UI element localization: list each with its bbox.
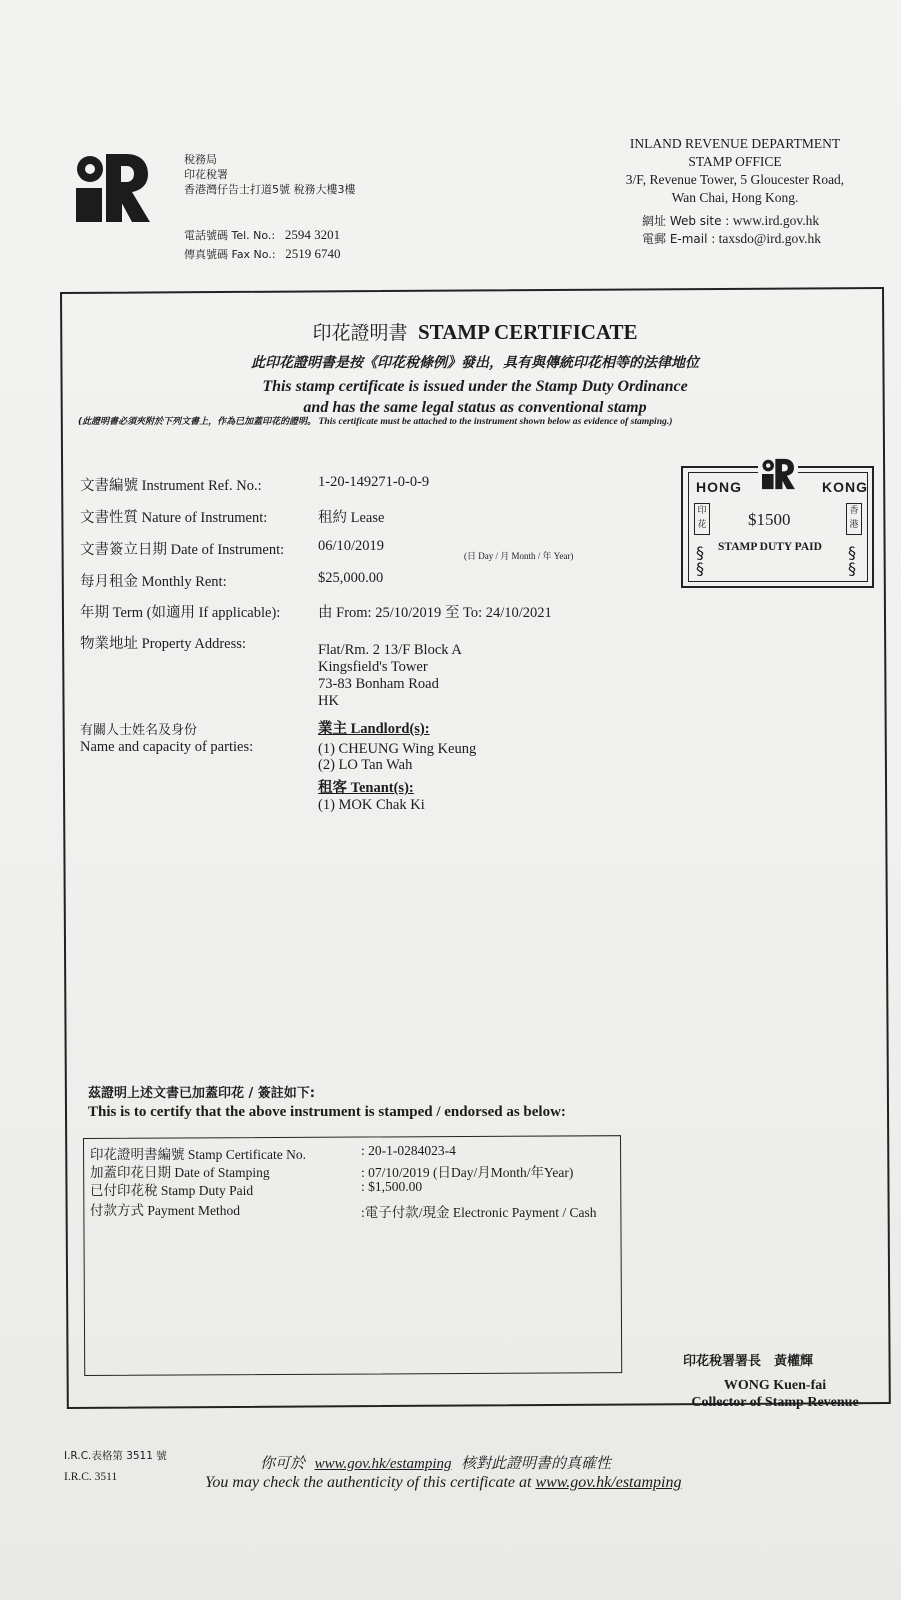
- address-line: 73-83 Bonham Road: [318, 676, 439, 692]
- address-en-line2: Wan Chai, Hong Kong.: [671, 190, 799, 205]
- address-line: HK: [318, 693, 339, 709]
- certificate-title: [60, 318, 890, 345]
- cert-no-label: 印花證明書編號 Stamp Certificate No.: [90, 1147, 306, 1162]
- address-line: Flat/Rm. 2 13/F Block A: [318, 642, 462, 658]
- form-number-zh: I.R.C.表格第 3511 號: [64, 1450, 167, 1462]
- authenticity-note-zh: [260, 1452, 611, 1473]
- address-zh: 香港灣仔告士打道5號 稅務大樓3樓: [184, 183, 356, 196]
- date-label: 文書簽立日期 Date of Instrument:: [80, 542, 285, 558]
- stamp-ornament-right-icon: § §: [848, 543, 856, 578]
- signatory-name: WONG Kuen-fai: [723, 1378, 827, 1393]
- authenticity-note-en: [205, 1474, 682, 1492]
- authenticity-en-pre: You may check the authenticity of this certificate at: [205, 1474, 532, 1491]
- landlord-heading: 業主 Landlord(s):: [318, 721, 430, 737]
- web-label: 網址 Web site :: [642, 214, 730, 228]
- address-label: 物業地址 Property Address:: [80, 636, 246, 652]
- form-number: [64, 1446, 167, 1488]
- title-zh: 印花證明書: [312, 322, 408, 344]
- stamp-date-label: 加蓋印花日期 Date of Stamping: [90, 1165, 270, 1180]
- subtitle-en-line1: This stamp certificate is issued under the Stamp Duty Ordinance: [262, 378, 688, 395]
- signatory-block: [690, 1377, 860, 1411]
- dept-name-zh: 稅務局: [184, 153, 217, 166]
- authenticity-zh-pre: 你可於: [260, 1454, 306, 1472]
- nature-label: 文書性質 Nature of Instrument:: [80, 510, 268, 526]
- parties-label-zh: 有關人士姓名及身份: [80, 723, 198, 738]
- payment-method-value: :電子付款/現金 Electronic Payment / Cash: [361, 1205, 597, 1220]
- parties-label: [80, 723, 253, 755]
- certify-statement-en: This is to certify that the above instrument is stamped / endorsed as below:: [88, 1104, 566, 1120]
- signatory-title-en: Collector of Stamp Revenue: [691, 1395, 859, 1410]
- stamp-chop-right: 香港: [846, 503, 862, 535]
- phone-block: [184, 226, 341, 264]
- title-en: STAMP CERTIFICATE: [417, 320, 638, 344]
- office-name-en: STAMP OFFICE: [688, 154, 782, 169]
- note-en: This certificate must be attached to the instrument shown below as evidence of stamping.): [318, 416, 673, 427]
- office-name-zh: 印花稅署: [184, 168, 228, 181]
- ird-logo: [74, 152, 150, 224]
- note-zh: (此證明書必須夾附於下列文書上，作為已加蓋印花的證明。: [78, 417, 317, 427]
- stamp-hong: HONG: [696, 479, 742, 495]
- estamping-link-en[interactable]: www.gov.hk/estamping: [535, 1474, 682, 1491]
- tel-label: 電話號碼 Tel. No.:: [184, 229, 276, 242]
- fax-number: 2519 6740: [285, 246, 341, 261]
- cert-no-value: : 20-1-0284023-4: [361, 1143, 456, 1158]
- property-address: [318, 642, 462, 710]
- tenant-heading: 租客 Tenant(s):: [318, 780, 414, 796]
- rent-label: 每月租金 Monthly Rent:: [80, 574, 227, 590]
- nature-value: 租約 Lease: [318, 510, 385, 526]
- tel-number: 2594 3201: [284, 227, 341, 242]
- date-value: 06/10/2019: [318, 538, 385, 554]
- header-english-address: [600, 135, 870, 207]
- stamp-date-value: : 07/10/2019 (日Day/月Month/年Year): [361, 1165, 574, 1180]
- stamp-ornament-left-icon: § §: [696, 543, 704, 578]
- rent-value: $25,000.00: [318, 570, 384, 586]
- header-chinese-address: [184, 152, 444, 197]
- parties-label-en: Name and capacity of parties:: [80, 739, 254, 755]
- term-value: 由 From: 25/10/2019 至 To: 24/10/2021: [318, 605, 552, 621]
- certify-statement-zh: 茲證明上述文書已加蓋印花 / 簽註如下:: [88, 1086, 315, 1101]
- landlord-2: (2) LO Tan Wah: [318, 757, 413, 773]
- attachment-note: [78, 414, 898, 427]
- estamping-link-zh[interactable]: www.gov.hk/estamping: [314, 1456, 452, 1472]
- stamp-paid-text: STAMP DUTY PAID: [718, 541, 822, 553]
- duty-paid-label: 已付印花稅 Stamp Duty Paid: [90, 1183, 254, 1198]
- stamp-amount: $1500: [748, 510, 791, 529]
- contact-block: [642, 212, 821, 248]
- stamp-kong: KONG: [822, 479, 868, 495]
- email-label: 電郵 E-mail :: [642, 232, 716, 246]
- form-number-en: I.R.C. 3511: [64, 1471, 118, 1483]
- address-line: Kingsfield's Tower: [318, 659, 428, 675]
- term-label: 年期 Term (如適用 If applicable):: [80, 605, 281, 621]
- fax-label: 傳真號碼 Fax No.:: [184, 248, 276, 261]
- stamp-ird-logo: [760, 458, 796, 490]
- signatory-title-zh: 印花稅署署長 黃權輝: [683, 1354, 814, 1369]
- subtitle-zh: 此印花證明書是按《印花稅條例》發出，具有與傳統印花相等的法律地位: [251, 355, 699, 371]
- address-en-line1: 3/F, Revenue Tower, 5 Gloucester Road,: [625, 172, 845, 187]
- payment-method-label: 付款方式 Payment Method: [90, 1203, 240, 1218]
- duty-paid-value: : $1,500.00: [361, 1179, 423, 1194]
- tenant-1: (1) MOK Chak Ki: [318, 797, 425, 813]
- ref-label: 文書編號 Instrument Ref. No.:: [80, 478, 262, 494]
- subtitle-en-line2: and has the same legal status as conventional stamp: [303, 399, 647, 416]
- date-format-hint: (日 Day / 月 Month / 年 Year): [464, 551, 574, 561]
- authenticity-zh-post: 核對此證明書的真確性: [461, 1454, 612, 1472]
- web-link[interactable]: www.ird.gov.hk: [732, 213, 820, 228]
- stamp-chop-left: 印花: [694, 503, 710, 535]
- landlord-1: (1) CHEUNG Wing Keung: [318, 741, 477, 757]
- dept-name-en: INLAND REVENUE DEPARTMENT: [629, 136, 841, 151]
- ref-value: 1-20-149271-0-0-9: [318, 474, 430, 490]
- subtitle-en: [60, 376, 890, 418]
- email-link[interactable]: taxsdo@ird.gov.hk: [718, 231, 821, 246]
